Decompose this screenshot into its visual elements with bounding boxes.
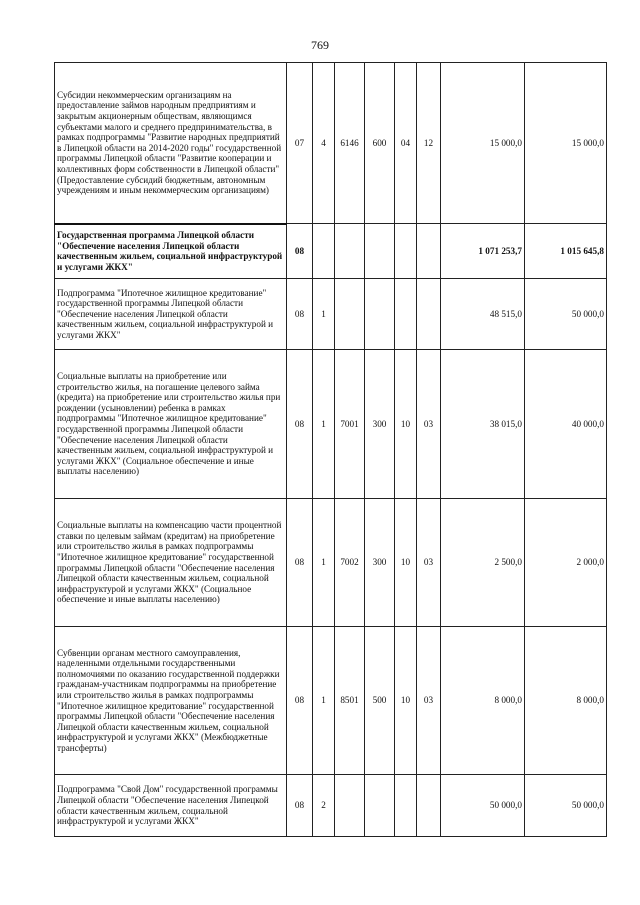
row-description: Социальные выплаты на компенсацию части процентной ставки по целевым займам (кредитам) на приобретение или строительство жилья в рамках подпрограммы "Ипотечное жилищное кредитование" государственной программы Липецкой области "Обеспечение населения Липецкой области качественным жильем, социальной инфраструктурой и услугами ЖКХ" (Социальное обеспечение и иные выплаты населению) [55, 499, 287, 627]
pr-code [417, 279, 441, 350]
table-row [55, 775, 607, 837]
rz-code: 10 [395, 499, 417, 627]
amount-2015: 48 515,0 [441, 279, 525, 350]
pp-code: 1 [313, 279, 335, 350]
row-description: Государственная программа Липецкой области "Обеспечение населения Липецкой области качественным жильем, социальной инфраструктурой и услугами ЖКХ" [55, 224, 287, 279]
cs-code: 8501 [335, 627, 365, 775]
pp-code: 1 [313, 350, 335, 499]
vr-code [365, 775, 395, 837]
pp-code: 1 [313, 499, 335, 627]
amount-2016: 40 000,0 [525, 350, 607, 499]
gp-code: 08 [287, 627, 313, 775]
amount-2016: 2 000,0 [525, 499, 607, 627]
table-row [55, 627, 607, 775]
amount-2016: 50 000,0 [525, 775, 607, 837]
vr-code: 500 [365, 627, 395, 775]
row-description: Подпрограмма "Ипотечное жилищное кредитование" государственной программы Липецкой области "Обеспечение населения Липецкой области качественным жильем, социальной инфраструктурой и услугами ЖКХ" [55, 279, 287, 350]
amount-2015: 2 500,0 [441, 499, 525, 627]
table-row [55, 279, 607, 350]
cs-code [335, 224, 365, 279]
row-description: Субсидии некоммерческим организациям на предоставление займов народным предприятиям и закрытым акционерным обществам, являющимся субъектами малого и среднего предпринимательства, в рамках подпрограммы "Развитие народных предприятий в Липецкой области на 2014-2020 годы" государственной программы Липецкой области "Развитие кооперации и коллективных форм собственности в Липецкой области" (Предоставление субсидий бюджетным, автономным учреждениям и иным некоммерческим организациям) [55, 63, 287, 224]
amount-2015: 8 000,0 [441, 627, 525, 775]
rz-code [395, 224, 417, 279]
table-row [55, 63, 607, 224]
table-row [55, 499, 607, 627]
pp-code: 2 [313, 775, 335, 837]
cs-code: 6146 [335, 63, 365, 224]
pr-code [417, 224, 441, 279]
rz-code: 10 [395, 627, 417, 775]
gp-code: 07 [287, 63, 313, 224]
pp-code [313, 224, 335, 279]
gp-code: 08 [287, 350, 313, 499]
cs-code [335, 279, 365, 350]
row-description: Подпрограмма "Свой Дом" государственной программы Липецкой области "Обеспечение населения Липецкой области качественным жильем, социальной инфраструктурой и услугами ЖКХ" [55, 775, 287, 837]
vr-code: 300 [365, 499, 395, 627]
rz-code [395, 775, 417, 837]
pr-code [417, 775, 441, 837]
table-row [55, 224, 607, 279]
gp-code: 08 [287, 499, 313, 627]
vr-code [365, 279, 395, 350]
rz-code [395, 279, 417, 350]
gp-code: 08 [287, 279, 313, 350]
amount-2015: 15 000,0 [441, 63, 525, 224]
amount-2016: 1 015 645,8 [525, 224, 607, 279]
page-number: 769 [311, 38, 329, 52]
amount-2015: 38 015,0 [441, 350, 525, 499]
pr-code: 03 [417, 350, 441, 499]
pp-code: 1 [313, 627, 335, 775]
vr-code: 600 [365, 63, 395, 224]
gp-code: 08 [287, 775, 313, 837]
pp-code: 4 [313, 63, 335, 224]
table-row [55, 350, 607, 499]
cs-code [335, 775, 365, 837]
amount-2016: 8 000,0 [525, 627, 607, 775]
amount-2016: 15 000,0 [525, 63, 607, 224]
cs-code: 7002 [335, 499, 365, 627]
row-description: Социальные выплаты на приобретение или строительство жилья, на погашение целевого займа (кредита) на приобретение или строительство жилья при рождении (усыновлении) ребенка в рамках подпрограммы "Ипотечное жилищное кредитование" государственной программы Липецкой области "Обеспечение населения Липецкой области качественным жильем, социальной инфраструктурой и услугами ЖКХ" (Социальное обеспечение и иные выплаты населению) [55, 350, 287, 499]
amount-2015: 1 071 253,7 [441, 224, 525, 279]
pr-code: 12 [417, 63, 441, 224]
gp-code: 08 [287, 224, 313, 279]
pr-code: 03 [417, 627, 441, 775]
rz-code: 04 [395, 63, 417, 224]
cs-code: 7001 [335, 350, 365, 499]
row-description: Субвенции органам местного самоуправления, наделенными отдельными государственными полномочиями по оказанию государственной поддержки гражданам-участникам подпрограммы на приобретение или строительство жилья в рамках подпрограммы "Ипотечное жилищное кредитование" государственной программы Липецкой области "Обеспечение населения Липецкой области качественным жильем, социальной инфраструктурой и услугами ЖКХ" (Межбюджетные трансферты) [55, 627, 287, 775]
vr-code [365, 224, 395, 279]
pr-code: 03 [417, 499, 441, 627]
amount-2015: 50 000,0 [441, 775, 525, 837]
vr-code: 300 [365, 350, 395, 499]
amount-2016: 50 000,0 [525, 279, 607, 350]
rz-code: 10 [395, 350, 417, 499]
budget-table [54, 62, 607, 837]
